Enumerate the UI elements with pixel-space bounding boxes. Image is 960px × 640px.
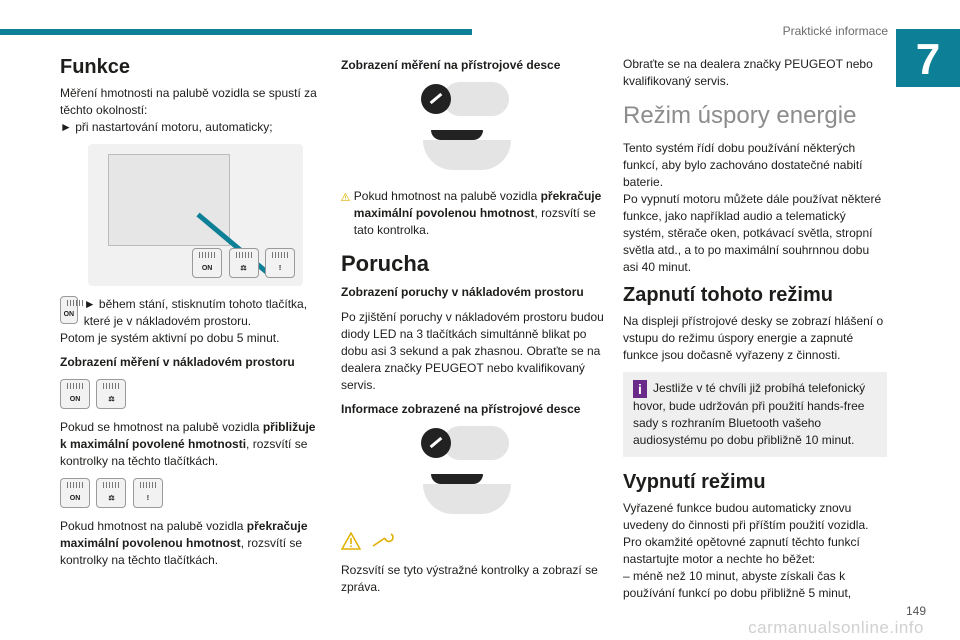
dashboard-gauge-icon [421,82,511,120]
warning-triangle-icon [341,532,361,550]
on-button-icon: ON [60,478,90,508]
paragraph: Rozsvítí se tyto výstražné kontrolky a zobrazí se zpráva. [341,563,598,594]
button-row-exceeding [60,478,322,510]
weight-warning-button: ! [265,248,295,278]
paragraph: Tento systém řídí dobu používání některých funkcí, aby bylo zachováno dostatečné nabití baterie. [623,141,863,189]
button-group-photo [192,248,297,278]
wrench-icon [371,532,397,550]
paragraph: – méně než 10 minut, abyste získali čas k používání funkcí po dobu přibližně 5 minut, [623,569,852,600]
paragraph: Měření hmotnosti na palubě vozidla se spustí za těchto okolností: [60,86,317,117]
paragraph: ► při nastartování motoru, automaticky; [60,120,273,134]
column-2 [341,56,605,604]
header-accent-bar [0,29,472,35]
column-3 [623,56,887,610]
subheading: Informace zobrazené na přístrojové desce [341,402,581,416]
page-number: 149 [905,604,926,618]
paragraph: Obraťte se na dealera značky PEUGEOT nebo kvalifikovaný servis. [623,57,873,88]
heading-deactivation: Vypnutí režimu [623,471,766,493]
info-box [623,372,887,457]
button-row-approaching [60,379,322,411]
warning-icons-row [341,532,605,554]
subheading: Zobrazení poruchy v nákladovém prostoru [341,285,584,299]
paragraph: Vyřazené funkce budou automaticky znovu uvedeny do činnosti při příštím použití vozidla. [623,501,869,532]
paragraph: Pokud hmotnost na palubě vozidla překračuje maximální povolenou hmotnost, rozsvítí se kontrolky na těchto tlačítkách. [60,519,308,567]
heading-energy-saving: Režim úspory energie [623,102,857,129]
warning-triangle-icon [341,188,350,206]
paragraph: Na displeji přístrojové desky se zobrazí hlášení o vstupu do režimu úspory energie a zapnuté funkce jsou dočasně vyřazeny z činnosti. [623,314,884,362]
dashboard-display-icon [423,130,513,174]
paragraph: Po vypnutí motoru můžete dále používat některé funkce, jako například audio a telematický systém, stěrače oken, potkávací světla, stropní světla atd., a to po maximální souhrnnou dobu asi 40 minut. [623,192,882,274]
cargo-wall [108,154,230,246]
on-button-icon: ON [60,296,78,324]
weight-button-icon: ⚖ [96,478,126,508]
section-title: Praktické informace [782,24,888,38]
on-button-icon: ON [60,379,90,409]
on-button: ON [192,248,222,278]
subheading: Zobrazení měření na přístrojové desce [341,58,561,72]
paragraph: Po zjištění poruchy v nákladovém prostoru budou diody LED na 3 tlačítkách simultánně blikat po dobu asi 3 sekund a pak zhasnou. Obraťte se na dealera značky PEUGEOT nebo kvalifikovaný servis. [341,310,604,392]
paragraph: Pokud se hmotnost na palubě vozidla přibližuje k maximální povolené hmotnosti, rozsvítí se kontrolky na těchto tlačítkách. [60,420,316,468]
paragraph: Pokud hmotnost na palubě vozidla překračuje maximální povolenou hmotnost, rozsvítí se tato kontrolka. [353,189,602,237]
on-button-instruction [60,296,322,330]
info-icon: i [633,380,647,398]
cargo-area-photo [88,144,303,286]
heading-funkce: Funkce [60,56,131,78]
info-text: i Jestliže v té chvíli již probíhá telefonický hovor, bude udržován při použití hands-free sady s rozhraním Bluetooth vašeho audiosystému po dobu přibližně 10 minut. [633,381,866,447]
heading-porucha: Porucha [341,251,430,276]
column-1 [60,56,322,577]
dashboard-display-icon [423,474,513,518]
weight-button-icon: ⚖ [96,379,126,409]
weight-button: ⚖ [229,248,259,278]
paragraph: Potom je systém aktivní po dobu 5 minut. [60,331,280,345]
weight-warning-button-icon: ! [133,478,163,508]
chapter-number: 7 [896,29,960,87]
dashboard-gauge-icon [421,426,511,464]
heading-activation: Zapnutí tohoto režimu [623,284,833,306]
warning-note [341,188,605,239]
paragraph: ► během stání, stisknutím tohoto tlačítka, které je v nákladovém prostoru. [83,297,308,328]
subheading: Zobrazení měření v nákladovém prostoru [60,355,295,369]
watermark: carmanualsonline.info [748,618,924,637]
paragraph: Pro okamžité opětovné zapnutí těchto funkcí nastartujte motor a nechte ho běžet: [623,535,860,566]
